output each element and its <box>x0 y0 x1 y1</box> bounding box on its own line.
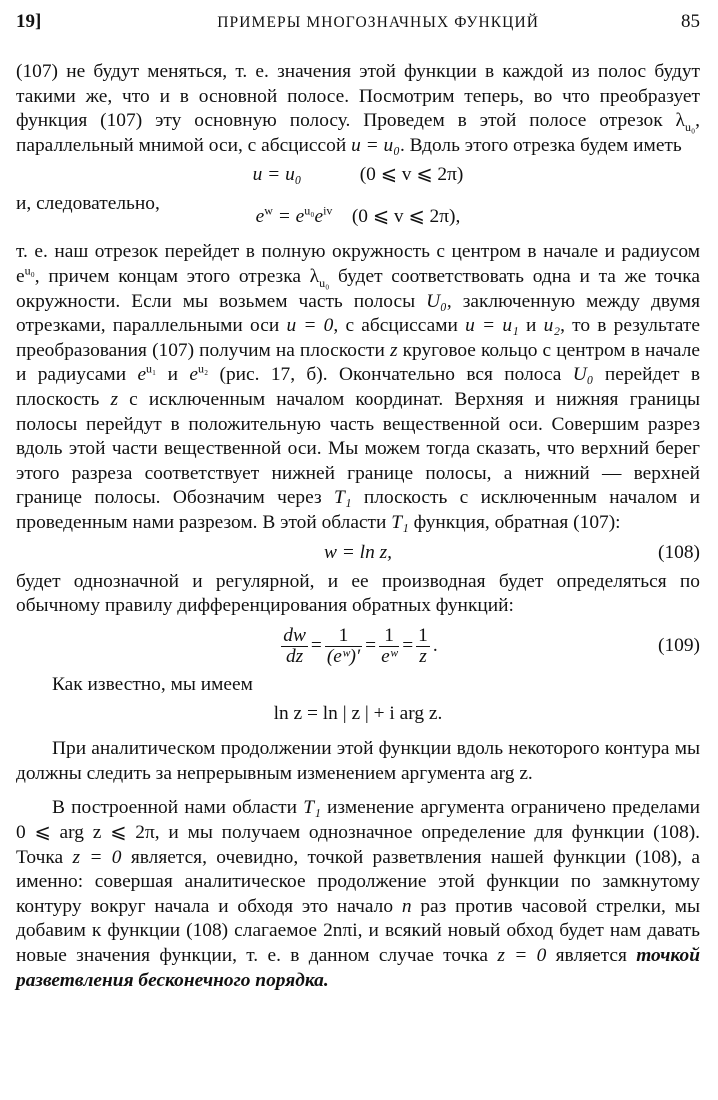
fraction-1-over-z: $\frac{1}{z}$ <box>418 624 428 667</box>
equation-ln-z: ln z = ln | z | + i arg z. <box>273 703 443 725</box>
section-number: 19] <box>16 11 42 32</box>
emphasized-term: точкой разветвления бесконечного порядка. <box>16 945 700 991</box>
paragraph-4: будет однозначной и регулярной, и ее производная будет определяться по обычному правилу дифференцирования обратных функций: <box>16 570 700 617</box>
fraction-dw-dz: $\frac{dw}{dz}$ <box>283 624 306 667</box>
page-number: 85 <box>680 11 700 32</box>
equation-109: $\frac{dw}{dz}$ = $\frac{1}{\text{(eʷ)′}}$ = $\frac{1}{\text{eʷ}}$ = $\frac{1}{z}$ . (109) <box>16 619 700 673</box>
paragraph-3: т. е. наш отрезок перейдет в полную окружность с центром в начале и радиусом $e^{u_0}$, причем концам этого отрезка $\lambda_{u_0}$ будет соответствовать одна и та же точка окружности. Если мы возьмем часть полосы U₀, заключенную между двумя отрезками, параллельными оси u = 0, с абсциссами u = u₁ и u₂, то в результате преобразования (107) получим на плоскости z круговое кольцо с центром в начале и радиусами $e^{u_1}$ и $e^{u_2}$ (рис. 17, б). Окончательно вся полоса U₀ перейдет в плоскость z с исключенным началом координат. Верхняя и нижняя границы полосы перейдут в положительную часть вещественной оси. Совершим разрез вдоль этой части вещественной оси. Мы можем тогда сказать, что верхний берег этого разреза соответствует нижней границе полосы, а нижний — верхней границе полосы. Обозначим через T₁ плоскость с исключенным началом и проведенным нами разрезом. В этой области T₁ функция, обратная (107): <box>16 241 701 533</box>
running-header <box>16 10 700 44</box>
equation-u-equals-u0: u = u₀ (0 ⩽ v ⩽ 2π) <box>252 164 464 186</box>
paragraph-2: и, следовательно, <box>16 193 160 215</box>
paragraph-5: Как известно, мы имеем <box>52 673 253 695</box>
equation-number-109: (109) <box>657 634 700 656</box>
paragraph-1: (107) не будут меняться, т. е. значения этой функции в каждой из полос будут такими же, что и в основной полосе. Посмотрим теперь, во что преобразует функция (107) эту основную полосу. Проведем в этой полосе отрезок $\lambda_{u_0}$, параллельный мнимой оси, с абсциссой u = u₀. Вдоль этого отрезка будем иметь <box>16 61 700 156</box>
fraction-1-over-ew-prime: $\frac{1}{\text{(eʷ)′}}$ <box>326 624 361 667</box>
running-title: ПРИМЕРЫ МНОГОЗНАЧНЫХ ФУНКЦИЙ <box>217 14 540 31</box>
paragraph-7: В построенной нами области T₁ изменение аргумента ограничено пределами 0 ⩽ arg z ⩽ 2π, и мы получаем однозначное определение для функции (108). Точка z = 0 является, очевидно, точкой разветвления нашей функции (108), а именно: совершая аналитическое продолжение этой функции по замкнутому контуру вокруг начала и обходя это начало n раз против часовой стрелки, мы добавим к функции (108) слагаемое 2nπi, и всякий новый обход будет нам давать новые значения функции, т. е. в данном случае точка z = 0 является точкой разветвления бесконечного порядка. <box>16 797 701 991</box>
equation-108: w = ln z, (108) <box>16 536 700 570</box>
fraction-1-over-ew: $\frac{1}{\text{eʷ}}$ <box>381 624 398 667</box>
equation-exponential: $e^w = e^{u_0}e^{iv}$ (0 ⩽ v ⩽ 2π), <box>255 203 461 228</box>
equation-number-108: (108) <box>657 541 700 563</box>
paragraph-6: При аналитическом продолжении этой функции вдоль некоторого контура мы должны следить за непрерывным изменением аргумента arg z. <box>16 738 700 784</box>
